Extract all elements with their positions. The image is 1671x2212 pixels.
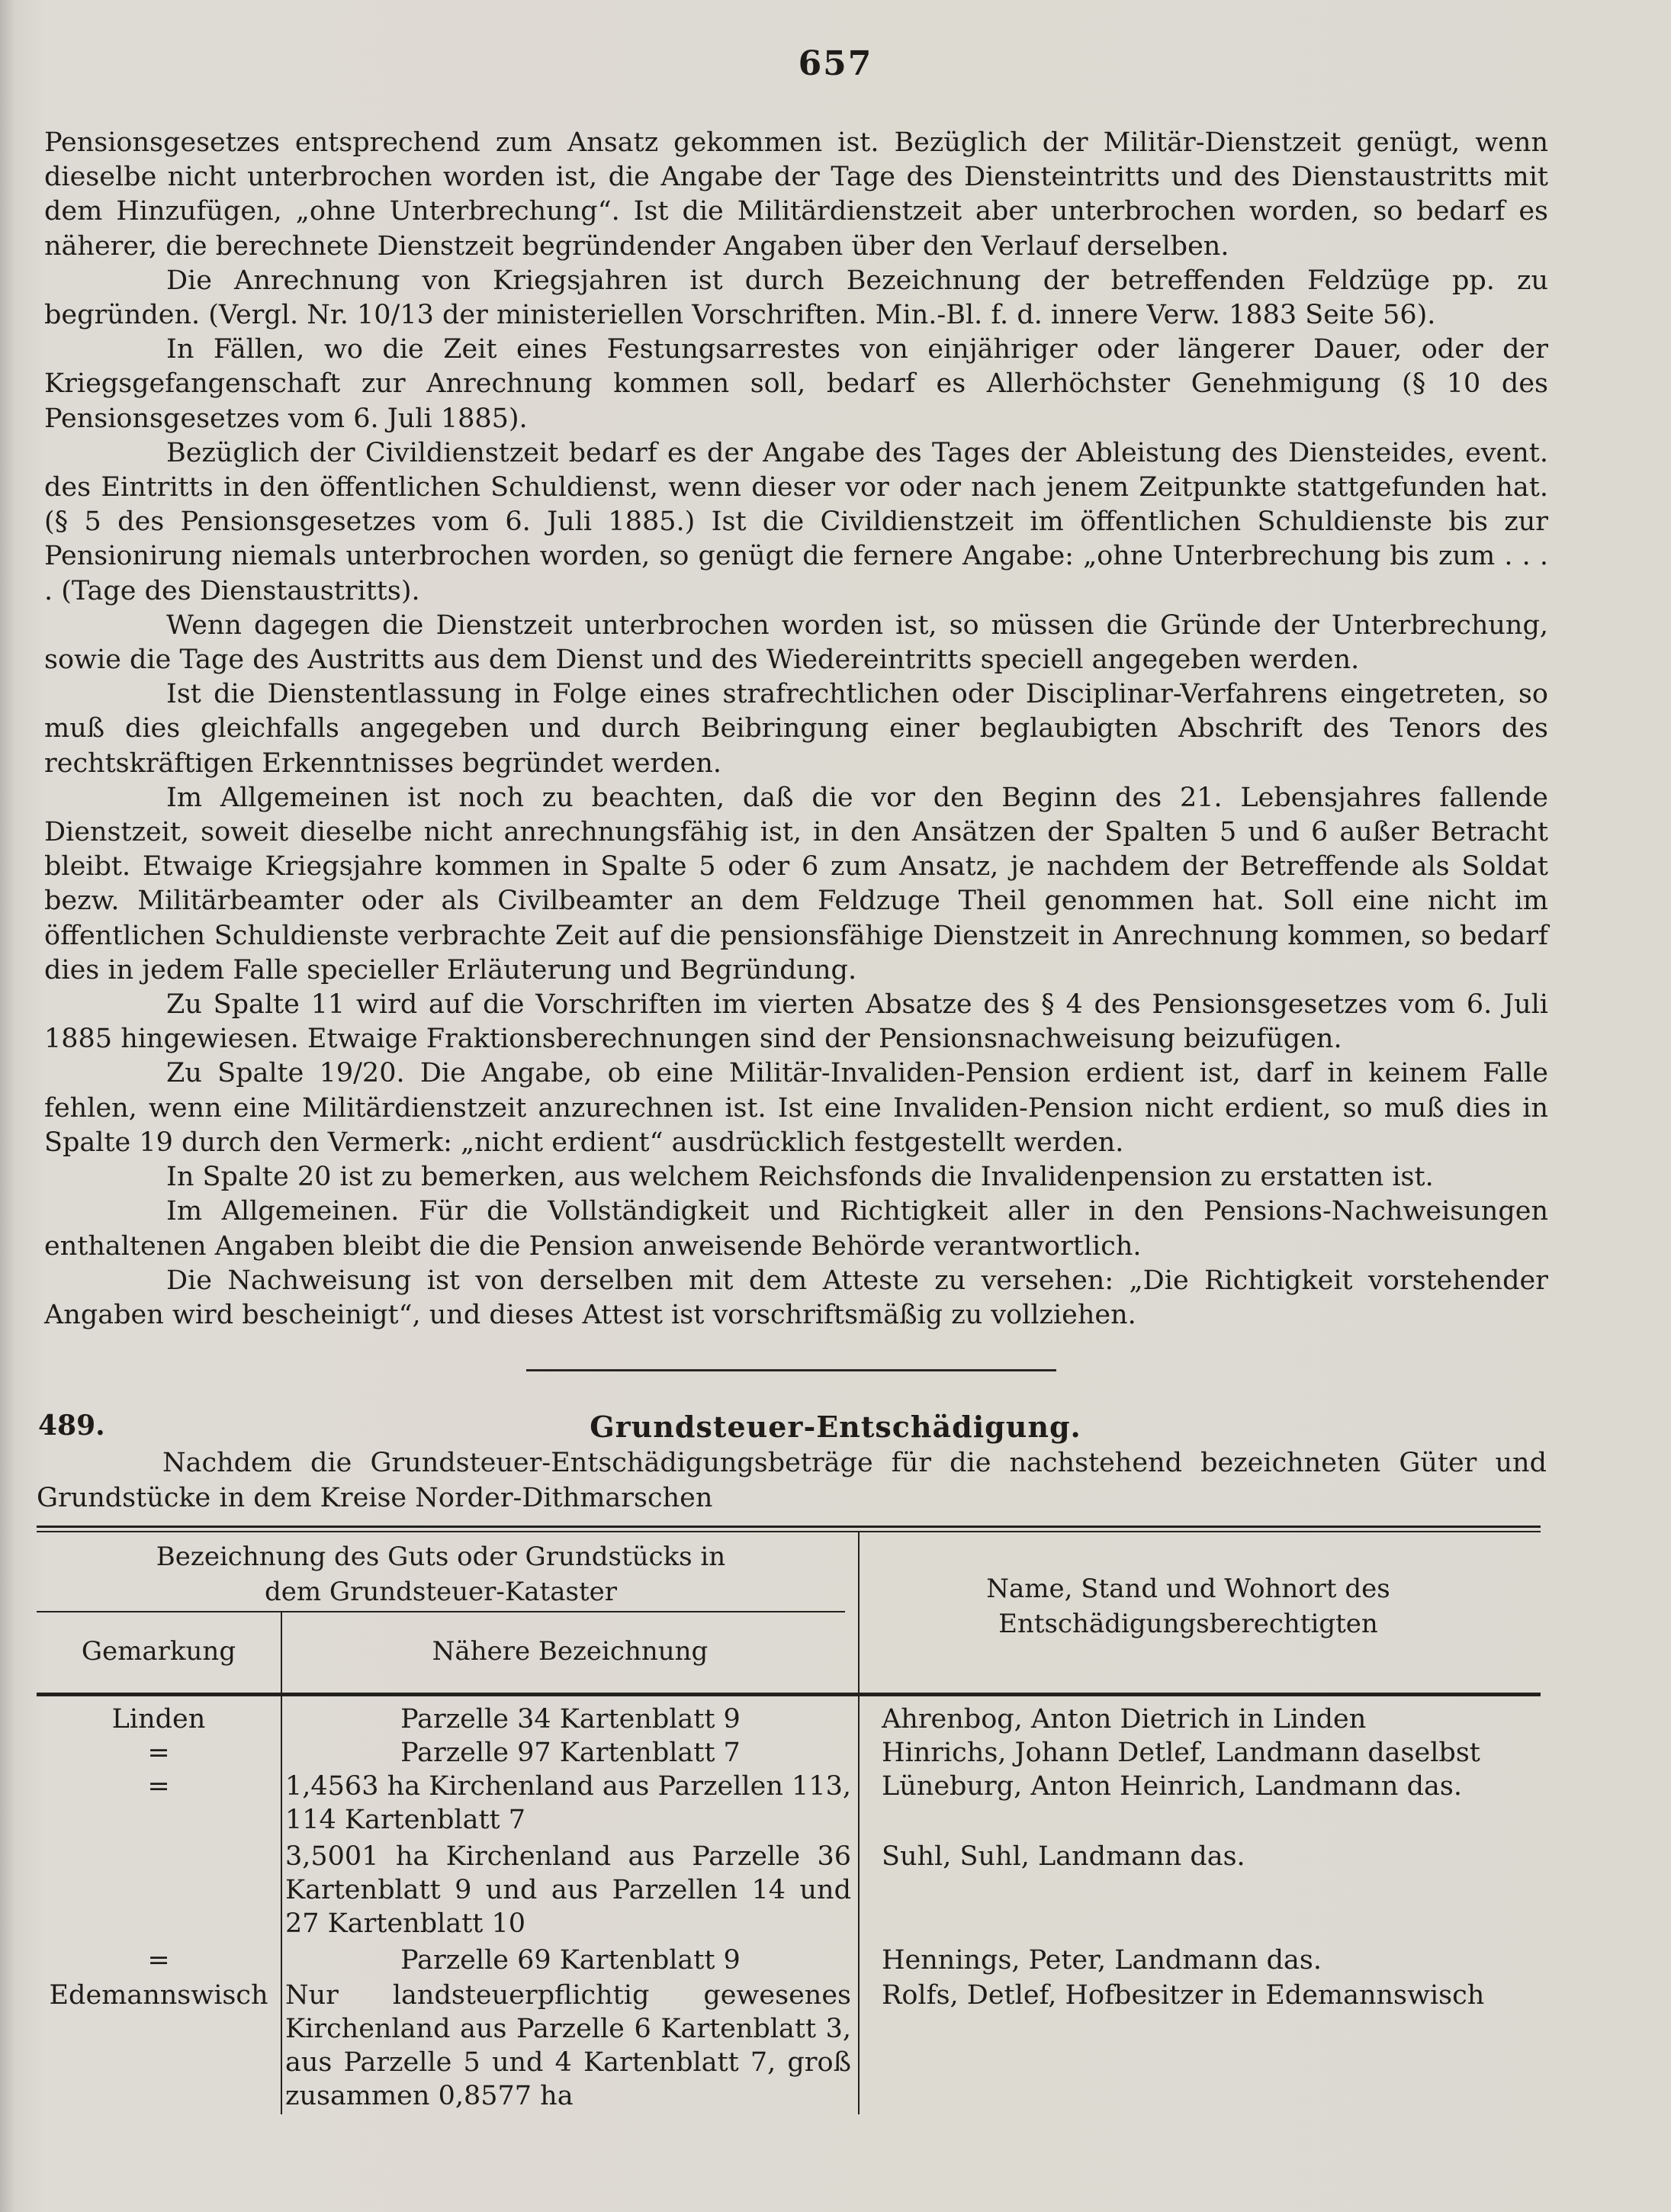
section-title: Grundsteuer-Entschädigung. <box>590 1410 1081 1444</box>
cell-name: Hinrichs, Johann Detlef, Landmann daselbst <box>882 1738 1480 1768</box>
table-top-rule-inner <box>37 1531 1541 1532</box>
cell-bezeichnung: 1,4563 ha Kirchenland aus Parzellen 113, 114 Kartenblatt 7 <box>285 1771 851 1835</box>
cell-name: Suhl, Suhl, Landmann das. <box>882 1841 1245 1872</box>
paragraph: Pensionsgesetzes entsprechend zum Ansatz gekommen ist. Bezüglich der Militär-Dienstzeit genügt, wenn dieselbe nicht unterbrochen worden ist, die Angabe der Tage des Diensteintritts und des Dienstaustritts mit dem Hinzufügen, „ohne Unterbrechung“. Ist die Militärdienstzeit aber unterbrochen worden, so bedarf es näherer, die berechnete Dienstzeit begründender Angaben über den Verlauf derselben. <box>44 127 1548 262</box>
compensation-table <box>37 1526 1541 2120</box>
paragraph: Die Nachweisung ist von derselben mit dem Atteste zu versehen: „Die Richtigkeit vorstehender Angaben wird bescheinigt“, und dieses Attest ist vorschriftsmäßig zu vollziehen. <box>44 1265 1548 1330</box>
section-intro <box>37 1445 1547 1516</box>
paragraph: Zu Spalte 19/20. Die Angabe, ob eine Militär-Invaliden-Pension erdient ist, darf in keinem Falle fehlen, wenn eine Militärdienstzeit anzurechnen ist. Ist eine Invaliden-Pension nicht erdient, so muß dies in Spalte 19 durch den Vermerk: „nicht erdient“ ausdrücklich festgestellt werden. <box>44 1058 1548 1158</box>
header-gemarkung: Gemarkung <box>81 1636 236 1667</box>
page-number: 657 <box>798 44 873 83</box>
cell-gemarkung: Edemannswisch <box>49 1980 268 2011</box>
paragraph: Wenn dagegen die Dienstzeit unterbrochen worden ist, so müssen die Gründe der Unterbrechung, sowie die Tage des Austritts aus dem Dienst und des Wiedereintritts speciell angegeben werden. <box>44 609 1548 676</box>
header-naehere-bezeichnung: Nähere Bezeichnung <box>432 1636 709 1667</box>
cell-bezeichnung: Nur landsteuerpflichtig gewesenes Kirchenland aus Parzelle 6 Kartenblatt 3, aus Parzelle 5 und 4 Kartenblatt 7, groß zusammen 0,8577 ha <box>285 1980 851 2111</box>
cell-gemarkung: = <box>147 1771 170 1802</box>
table-group-rule <box>37 1611 845 1612</box>
cell-gemarkung: = <box>147 1945 170 1976</box>
section-divider <box>526 1369 1056 1371</box>
paragraph: Die Anrechnung von Kriegsjahren ist durch Bezeichnung der betreffenden Feldzüge pp. zu begründen. (Vergl. Nr. 10/13 der ministeriellen Vorschriften. Min.-Bl. f. d. innere Verw. 1883 Seite 56). <box>44 265 1548 331</box>
header-group-kataster: Bezeichnung des Guts oder Grundstücks in dem Grundsteuer-Kataster <box>156 1542 726 1607</box>
table-top-rule <box>37 1526 1541 1528</box>
section-intro-text: Nachdem die Grundsteuer-Entschädigungsbeträge für die nachstehend bezeichneten Güter und Grundstücke in dem Kreise Norder-Dithmarschen <box>37 1448 1547 1513</box>
paragraph: Im Allgemeinen ist noch zu beachten, daß die vor den Beginn des 21. Lebensjahres fallende Dienstzeit, soweit dieselbe nicht anrechnungsfähig ist, in den Ansätzen der Spalten 5 und 6 außer Betracht bleibt. Etwaige Kriegsjahre kommen in Spalte 5 oder 6 zum Ansatz, je nachdem der Betreffende als Soldat bezw. Militärbeamter oder als Civilbeamter an dem Feldzuge Theil genommen hat. Soll eine nicht im öffentlichen Schuldienste verbrachte Zeit auf die pensionsfähige Dienstzeit in Anrechnung kommen, so bedarf dies in jedem Falle specieller Erläuterung und Begründung. <box>44 782 1548 985</box>
table-vline-name-body <box>858 1696 860 2114</box>
table-vline-gemarkung-body <box>281 1696 282 2114</box>
cell-name: Hennings, Peter, Landmann das. <box>882 1945 1322 1976</box>
cell-gemarkung: Linden <box>111 1704 206 1735</box>
paragraph: Ist die Dienstentlassung in Folge eines strafrechtlichen oder Disciplinar-Verfahrens eingetreten, so muß dies gleichfalls angegeben und durch Beibringung einer beglaubigten Abschrift des Tenors des rechtskräftigen Erkenntnisses begründet werden. <box>44 679 1548 779</box>
header-name-stand-wohnort: Name, Stand und Wohnort des Entschädigungsberechtigten <box>986 1574 1390 1639</box>
table-header-rule <box>37 1693 1541 1696</box>
section-number: 489. <box>38 1410 105 1442</box>
body-text <box>44 126 1548 1333</box>
cell-name: Rolfs, Detlef, Hofbesitzer in Edemannswisch <box>882 1980 1485 2011</box>
cell-bezeichnung: Parzelle 69 Kartenblatt 9 <box>400 1945 741 1976</box>
cell-bezeichnung: Parzelle 97 Kartenblatt 7 <box>400 1738 741 1768</box>
paragraph: Im Allgemeinen. Für die Vollständigkeit und Richtigkeit aller in den Pensions-Nachweisungen enthaltenen Angaben bleibt die die Pension anweisende Behörde verantwortlich. <box>44 1196 1548 1262</box>
paragraph: Zu Spalte 11 wird auf die Vorschriften im vierten Absatze des § 4 des Pensionsgesetzes vom 6. Juli 1885 hingewiesen. Etwaige Fraktionsberechnungen sind der Pensionsnachweisung beizufügen. <box>44 989 1548 1055</box>
table-vline-name <box>858 1532 860 1693</box>
cell-gemarkung: = <box>147 1738 170 1768</box>
paragraph: In Fällen, wo die Zeit eines Festungsarrestes von einjähriger oder längerer Dauer, oder der Kriegsgefangenschaft zur Anrechnung kommen soll, bedarf es Allerhöchster Genehmigung (§ 10 des Pensionsgesetzes vom 6. Juli 1885). <box>44 334 1548 434</box>
cell-bezeichnung: Parzelle 34 Kartenblatt 9 <box>400 1704 741 1735</box>
cell-name: Ahrenbog, Anton Dietrich in Linden <box>882 1704 1367 1735</box>
cell-bezeichnung: 3,5001 ha Kirchenland aus Parzelle 36 Kartenblatt 9 und aus Parzellen 14 und 27 Kartenblatt 10 <box>285 1841 851 1939</box>
cell-name: Lüneburg, Anton Heinrich, Landmann das. <box>882 1771 1462 1802</box>
paragraph: Bezüglich der Civildienstzeit bedarf es der Angabe des Tages der Ableistung des Diensteides, event. des Eintritts in den öffentlichen Schuldienst, wenn dieser vor oder nach jenem Zeitpunkte stattgefunden hat. (§ 5 des Pensionsgesetzes vom 6. Juli 1885.) Ist die Civildienstzeit im öffentlichen Schuldienste bis zur Pensionirung niemals unterbrochen worden, so genügt die fernere Angabe: „ohne Unterbrechung bis zum . . . . (Tage des Dienstaustritts). <box>44 437 1548 606</box>
paragraph: In Spalte 20 ist zu bemerken, aus welchem Reichsfonds die Invalidenpension zu erstatten ist. <box>166 1162 1434 1193</box>
